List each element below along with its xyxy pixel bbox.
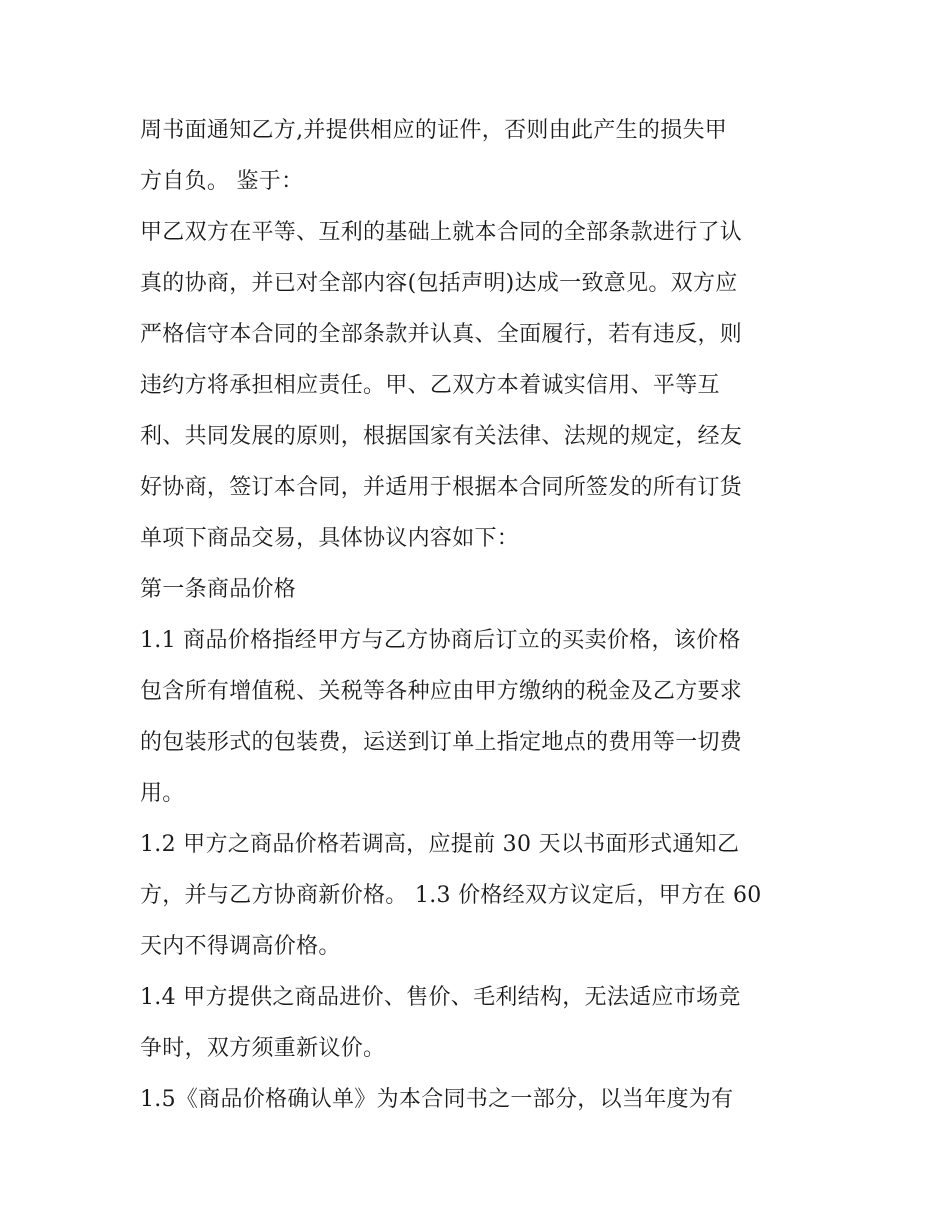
text-line: 天内不得调高价格。 — [140, 934, 341, 959]
text-line: 严格信守本合同的全部条款并认真、全面履行，若有违反，则 — [140, 322, 743, 347]
text-line: 的包装形式的包装费，运送到订单上指定地点的费用等一切费 — [140, 730, 743, 755]
text-line: 方，并与乙方协商新价格。 1.3 价格经双方议定后，甲方在 60 — [140, 883, 762, 908]
text-line: 方自负。 鉴于： — [140, 169, 304, 194]
text-line: 1.5《商品价格确认单》为本合同书之一部分，以当年度为有 — [140, 1087, 734, 1112]
section-heading: 第一条商品价格 — [140, 577, 297, 602]
text-line: 甲乙双方在平等、互利的基础上就本合同的全部条款进行了认 — [140, 220, 743, 245]
text-line: 好协商，签订本合同，并适用于根据本合同所签发的所有订货 — [140, 475, 743, 500]
text-line: 包含所有增值税、关税等各种应由甲方缴纳的税金及乙方要求 — [140, 679, 743, 704]
text-line: 1.4 甲方提供之商品进价、售价、毛利结构，无法适应市场竞 — [140, 985, 741, 1010]
text-line: 真的协商，并已对全部内容(包括声明)达成一致意见。双方应 — [140, 271, 738, 296]
text-line: 单项下商品交易，具体协议内容如下： — [140, 526, 520, 551]
text-line: 利、共同发展的原则，根据国家有关法律、法规的规定，经友 — [140, 424, 743, 449]
contract-text-body — [140, 105, 820, 1125]
text-line: 违约方将承担相应责任。甲、乙双方本着诚实信用、平等互 — [140, 373, 720, 398]
text-line: 用。 — [140, 781, 185, 806]
text-line: 周书面通知乙方,并提供相应的证件，否则由此产生的损失甲 — [140, 118, 728, 143]
text-line: 1.2 甲方之商品价格若调高，应提前 30 天以书面形式通知乙 — [140, 832, 740, 857]
text-line: 1.1 商品价格指经甲方与乙方协商后订立的买卖价格，该价格 — [140, 628, 741, 653]
text-line: 争时，双方须重新议价。 — [140, 1036, 386, 1061]
